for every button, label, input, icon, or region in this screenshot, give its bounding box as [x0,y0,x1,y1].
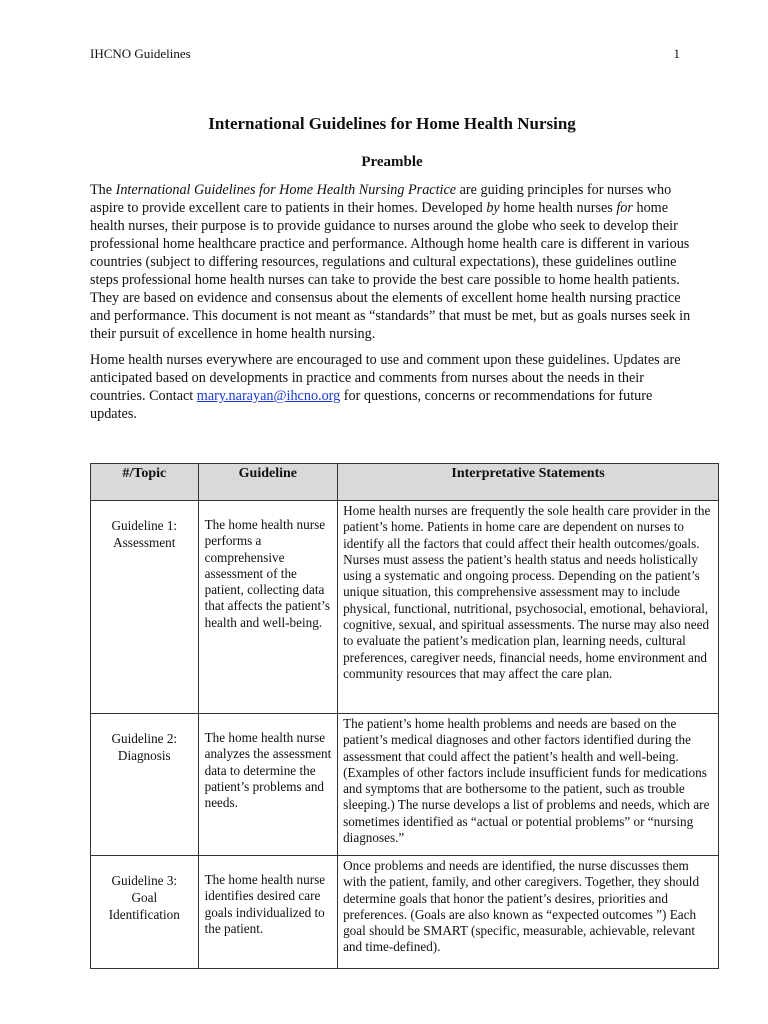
p2-text: Home health nurses everywhere are encouraged to use and comment upon these guidelines. Updates are anticipated based on developments in practice and comments from nurses about the needs in their countries. Contact [90,352,681,404]
topic-cell [91,714,199,856]
header-topic: #/Topic [91,464,199,501]
header-interpretative: Interpretative Statements [338,464,719,501]
table-header-row [91,464,719,501]
interpretative-cell: Home health nurses are frequently the sole health care provider in the patient’s home. Patients in home care are dependent on nurses to identify all the factors that could affect their health outcomes/goals. Nurses must assess the patient’s health status and needs holistically using a systematic and ongoing process. Depending on the patient’s unique situation, this comprehensive assessment may to include physical, functional, nutritional, psychosocial, emotional, behavioral, cognitive, sexual, and spiritual assessments. The nurse may also need to evaluate the patient’s medication plan, learning needs, cultural preferences, caregiver needs, financial needs, home environment and community resources that may affect the care plan. [338,501,719,714]
topic-cell [91,501,199,714]
section-title-preamble: Preamble [361,154,423,170]
topic-line-3: Identification [108,907,180,922]
preamble-paragraph-1 [90,181,700,343]
table-row [91,714,719,856]
topic-line-1: Guideline 2: [111,731,178,746]
page-number: 1 [673,46,680,61]
topic-line-1: Guideline 3: [111,873,178,888]
p1-italic-by: by [486,200,500,216]
guideline-cell: The home health nurse analyzes the assessment data to determine the patient’s problems and needs. [198,714,337,856]
p1-part3: home health nurses [499,200,617,216]
topic-cell [91,856,199,969]
guideline-cell: The home health nurse performs a comprehensive assessment of the patient, collecting data that affects the patient’s health and well-being. [198,501,337,714]
table-row [91,856,719,969]
p2-after: for questions, concerns or recommendations for future updates. [90,388,653,422]
document-title: International Guidelines for Home Health Nursing [208,114,576,133]
topic-line-1: Guideline 1: [111,518,178,533]
interpretative-cell: Once problems and needs are identified, the nurse discusses them with the patient, family, and other caregivers. Together, they should determine goals that honor the patient’s desires, priorities and preferences. (Goals are also known as “expected outcomes ”) Each goal should be SMART (specific, measurable, achievable, relevant and time-defined). [338,856,719,969]
contact-email-link[interactable]: mary.narayan@ihcno.org [196,388,341,404]
guideline-cell: The home health nurse identifies desired care goals individualized to the patient. [198,856,337,969]
table-row [91,501,719,714]
p1-part4: home health nurses, their purpose is to provide guidance to nurses around the globe who seek to develop their professional home healthcare practice and performance. Although home health care is different in various countries (subject to differing resources, regulations and cultural expectations), these guidelines outline steps professional home health nurses can take to provide the best care possible to home health patients. They are based on evidence and consensus about the elements of excellent home health nursing practice and performance. This document is not meant as “standards” that must be met, but as goals nurses seek in their pursuit of excellence in home health nursing. [90,200,691,342]
header-title: IHCNO Guidelines [90,46,191,61]
p1-lead: The [90,182,116,198]
interpretative-cell: The patient’s home health problems and needs are based on the patient’s medical diagnoses and other factors identified during the assessment that could affect the patient’s health and well-being. (Examples of other factors include insufficient funds for medications and symptoms that are bothersome to the patient, such as trouble sleeping.) The nurse develops a list of problems and needs, which are sometimes identified as “actual or potential problems” or “nursing diagnoses.” [338,714,719,856]
topic-line-2: Goal [131,890,158,905]
preamble-paragraph-2 [90,351,700,423]
topic-line-2: Assessment [113,535,176,550]
p1-italic-title: International Guidelines for Home Health Nursing Practice [115,182,457,198]
page-header [90,46,680,64]
guidelines-table [90,463,719,969]
topic-line-2: Diagnosis [117,748,171,763]
p1-part2: are guiding principles for nurses who aspire to provide excellent care to patients in their homes. Developed [90,182,672,216]
header-guideline: Guideline [198,464,337,501]
p1-italic-for: for [616,200,633,216]
